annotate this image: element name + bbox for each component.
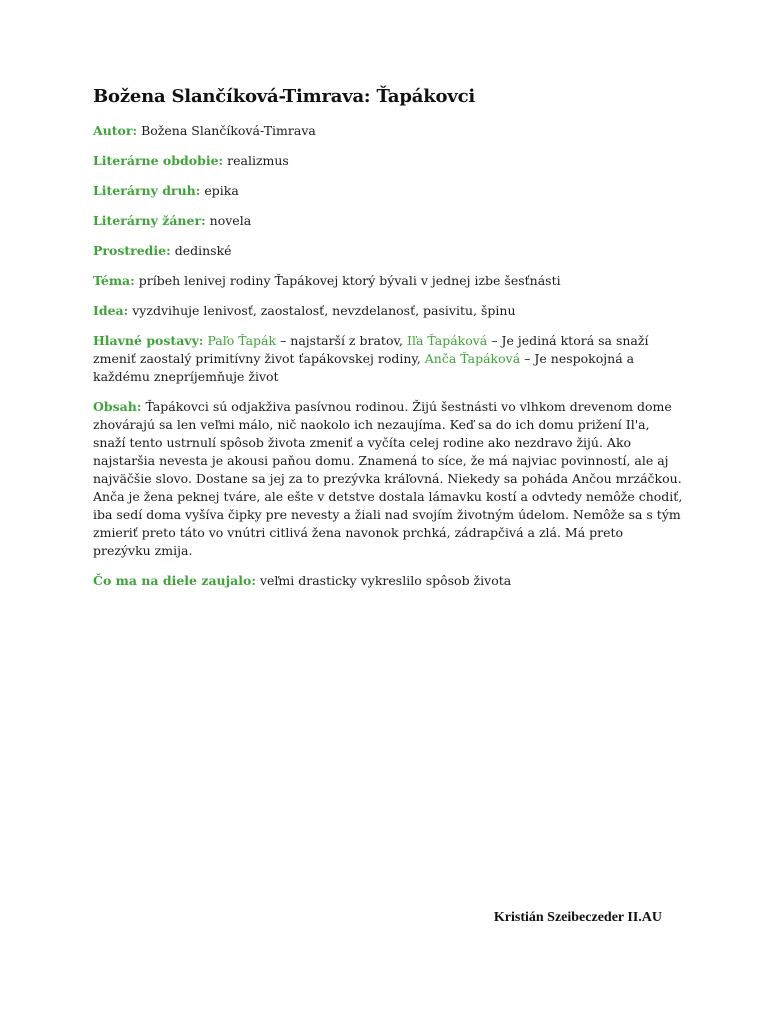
character-name: Anča Ťapáková [424,351,521,366]
field-value: realizmus [227,153,289,168]
character-name: Iľa Ťapáková [407,333,488,348]
field-value: epika [204,183,239,198]
field-value: vyzdvihuje lenivosť, zaostalosť, nevzdelanosť, pasivitu, špinu [132,303,516,318]
field-label: Hlavné postavy: [93,333,204,348]
character-desc: – najstarší z bratov, [280,333,404,348]
field-label: Obsah: [93,399,142,414]
field-idea [93,302,683,320]
field-value: Božena Slančíková-Timrava [141,123,316,138]
field-postavy [93,332,683,386]
field-autor [93,122,683,140]
field-value: veľmi drasticky vykreslilo spôsob života [259,573,512,588]
character-desc: – Je nespokojná a každému znepríjemňuje život [93,351,635,384]
field-label: Literárny druh: [93,183,201,198]
character-name: Paľo Ťapák [207,333,277,348]
field-prostredie [93,242,683,260]
field-value: novela [209,213,252,228]
field-label: Prostredie: [93,243,171,258]
field-value: príbeh lenivej rodiny Ťapákovej ktorý bývali v jednej izbe šesťnásti [138,273,561,288]
field-label: Literárne obdobie: [93,153,224,168]
field-obsah [93,398,683,560]
field-label: Autor: [93,123,138,138]
field-label: Téma: [93,273,135,288]
field-value: dedinské [174,243,232,258]
field-obdobie [93,152,683,170]
field-value: Ťapákovci sú odjakživa pasívnou rodinou. Žijú šestnásti vo vlhkom drevenom dome zhovárajú sa len veľmi málo, nič naokolo ich nezaujíma. Keď sa do ich domu prižení Il'a, snaží tento ustrnulí spôsob života zmeniť a vyčíta celej rodine ako nezdravo žijú. Ako najstaršia nevesta je akousi paňou domu. Znamená to síce, že má najviac povinností, ale aj najväčšie slovo. Dostane sa jej za to prezývka kráľovná. Niekedy sa poháda Ančou mrzáčkou. Anča je žena peknej tváre, ale ešte v detstve dostala lámavku kostí a odvtedy nemôže chodiť, iba sedí doma vyšíva čipky pre nevesty a žiali nad svojím životným údelom. Nemôže sa s tým zmieriť preto táto vo vnútri citlivá žena navonok prchká, zádrapčivá a zlá. Má preto prezývku zmija. [93,399,683,558]
field-label: Idea: [93,303,129,318]
field-tema [93,272,683,290]
field-label: Čo ma na diele zaujalo: [93,573,256,588]
field-druh [93,182,683,200]
field-label: Literárny žáner: [93,213,206,228]
document-page [93,86,683,602]
author-signature: Kristián Szeibeczeder II.AU [493,910,662,925]
field-zaujalo [93,572,683,590]
document-title: Božena Slančíková-Timrava: Ťapákovci [93,86,475,107]
character-desc: – Je jediná ktorá sa snaží zmeniť zaostalý primitívny život ťapákovskej rodiny, [93,333,649,366]
field-zaner [93,212,683,230]
